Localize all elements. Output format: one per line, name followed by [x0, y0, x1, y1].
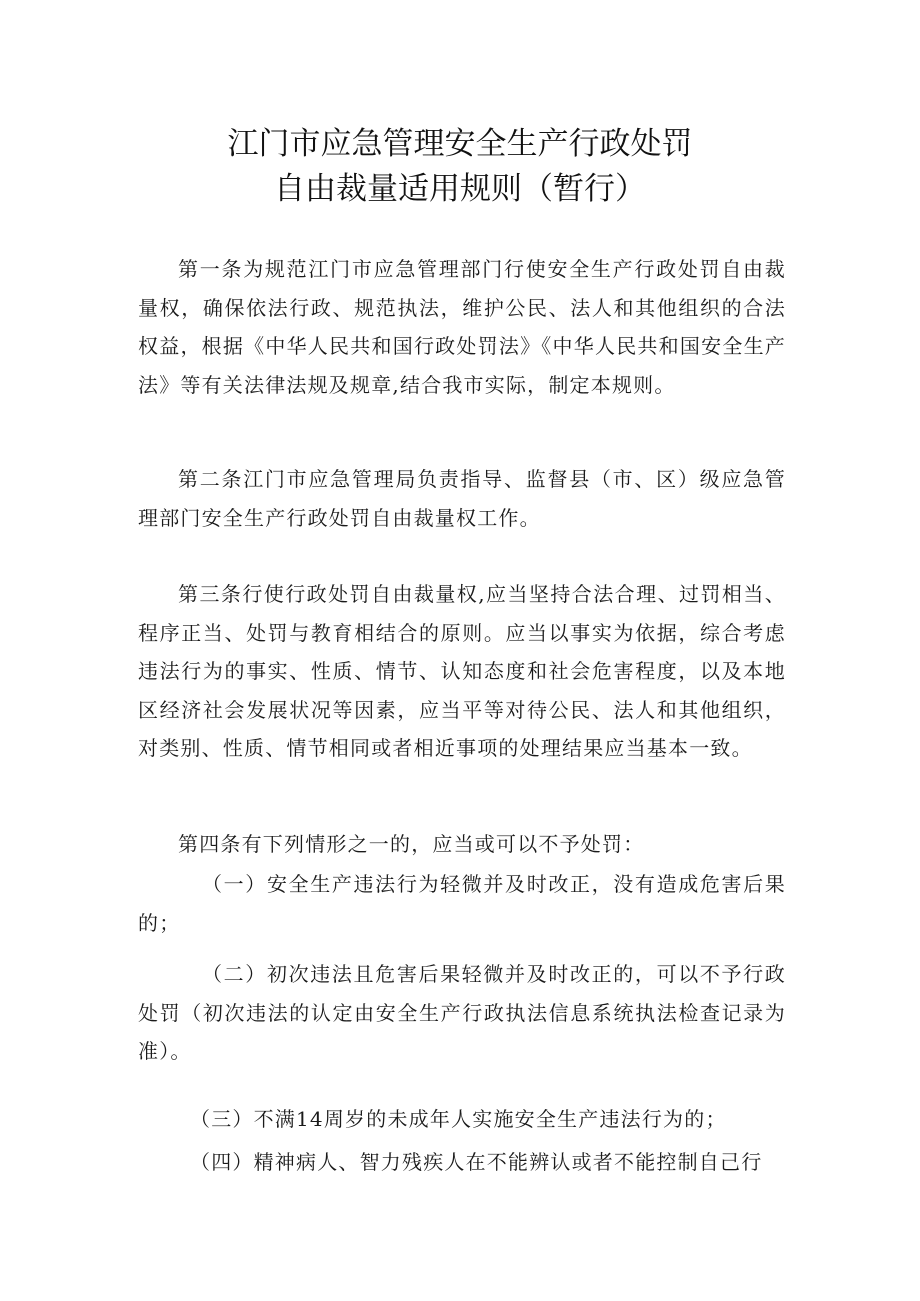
article-4-item-3: （三）不满14周岁的未成年人实施安全生产违法行为的； [190, 1107, 727, 1131]
article-4-item-4: （四）精神病人、智力残疾人在不能辨认或者不能控制自己行 [190, 1150, 763, 1174]
document-title-line-1: 江门市应急管理安全生产行政处罚 [227, 126, 693, 162]
article-4-item-2: （二）初次违法且危害后果轻微并及时改正的，可以不予行政处罚（初次违法的认定由安全生产行政执法信息系统执法检查记录为准）。 [138, 962, 786, 1063]
article-1-paragraph: 第一条为规范江门市应急管理部门行使安全生产行政处罚自由裁量权，确保依法行政、规范执法，维护公民、法人和其他组织的合法权益，根据《中华人民共和国行政处罚法》《中华人民共和国安全生产法》等有关法律法规及规章,结合我市实际，制定本规则。 [138, 257, 786, 397]
article-2-paragraph: 第二条江门市应急管理局负责指导、监督县（市、区）级应急管理部门安全生产行政处罚自由裁量权工作。 [138, 467, 786, 530]
article-4-paragraph: 第四条有下列情形之一的，应当或可以不予处罚： [178, 832, 645, 856]
document-title-line-2: 自由裁量适用规则（暂行） [274, 171, 646, 207]
article-3-paragraph: 第三条行使行政处罚自由裁量权,应当坚持合法合理、过罚相当、程序正当、处罚与教育相结合的原则。应当以事实为依据，综合考虑违法行为的事实、性质、情节、认知态度和社会危害程度，以及本地区经济社会发展状况等因素，应当平等对待公民、法人和其他组织，对类别、性质、情节相同或者相近事项的处理结果应当基本一致。 [138, 582, 786, 760]
article-4-item-1: （一）安全生产违法行为轻微并及时改正，没有造成危害后果的； [138, 872, 786, 935]
